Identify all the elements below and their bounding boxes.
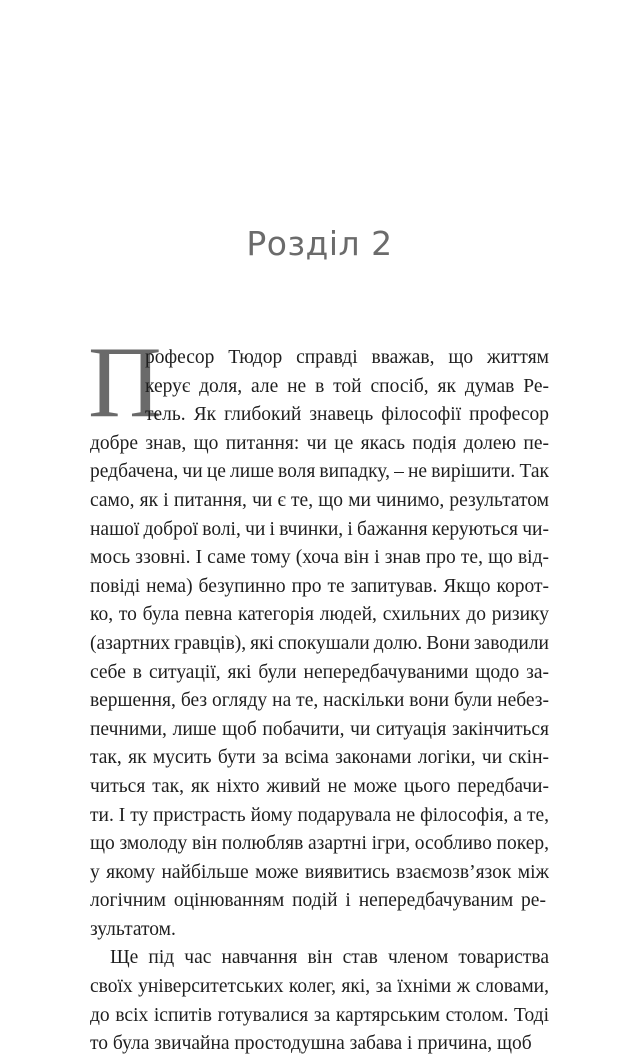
text-line: так, як мусить бути за всіма законами логіки, чи скін- [90,747,549,769]
body-text [90,344,549,1059]
text-line: мось ззовні. І саме тому (хоча він і знав про те, що від- [90,547,549,569]
text-line: тель. Як глибокий знавець філософії професор [145,404,549,426]
text-line: нашої доброї волі, чи і вчинки, і бажання керуються чи- [90,518,549,540]
text-line: що змолоду він полюбляв азартні ігри, особливо покер, [90,833,549,855]
text-line: (азартних гравців), які спокушали долю. Вони заводили [90,632,549,654]
text-line: Ще під час навчання він став членом товариства [110,947,549,969]
text-line: само, як і питання, чи є те, що ми чинимо, результатом [90,489,549,511]
text-line: читься так, як ніхто живий не може цього передбачи- [90,775,549,797]
text-line: печними, лише щоб побачити, чи ситуація закінчиться [90,718,549,740]
text-line: ко, то була певна категорія людей, схильних до ризику [90,604,549,626]
drop-cap: П [88,326,162,439]
text-line: керує доля, але не в той спосіб, як думав Ре- [145,375,549,397]
text-line: своїх університетських колег, які, за їхніми ж словами, [90,976,549,998]
chapter-title: Розділ 2 [246,224,393,263]
text-line: вершення, без огляду на те, наскільки вони були небез- [90,690,549,712]
text-line: редбачена, чи це лише воля випадку, – не вирішити. Так [90,461,549,483]
text-line: себе в ситуації, які були непередбачуваними щодо за- [90,661,549,683]
text-line: то була звичайна простодушна забава і причина, щоб [90,1033,532,1055]
text-line: ти. І ту пристрасть йому подарувала не філософія, а те, [90,804,549,826]
text-line: рофесор Тюдор справді вважав, що життям [145,347,549,368]
text-line: логічним оцінюванням подій і непередбачуваним ре- [90,890,546,912]
text-line: повіді нема) безупинно про те запитував. Якщо корот- [90,575,549,597]
text-line: у якому найбільше може виявитись взаємозв’язок між [90,861,549,883]
text-line: до всіх іспитів готувалися за картярським столом. Тоді [90,1004,549,1026]
text-line: добре знав, що питання: чи це якась подія долею пе- [90,432,549,454]
text-line: зультатом. [90,918,176,940]
